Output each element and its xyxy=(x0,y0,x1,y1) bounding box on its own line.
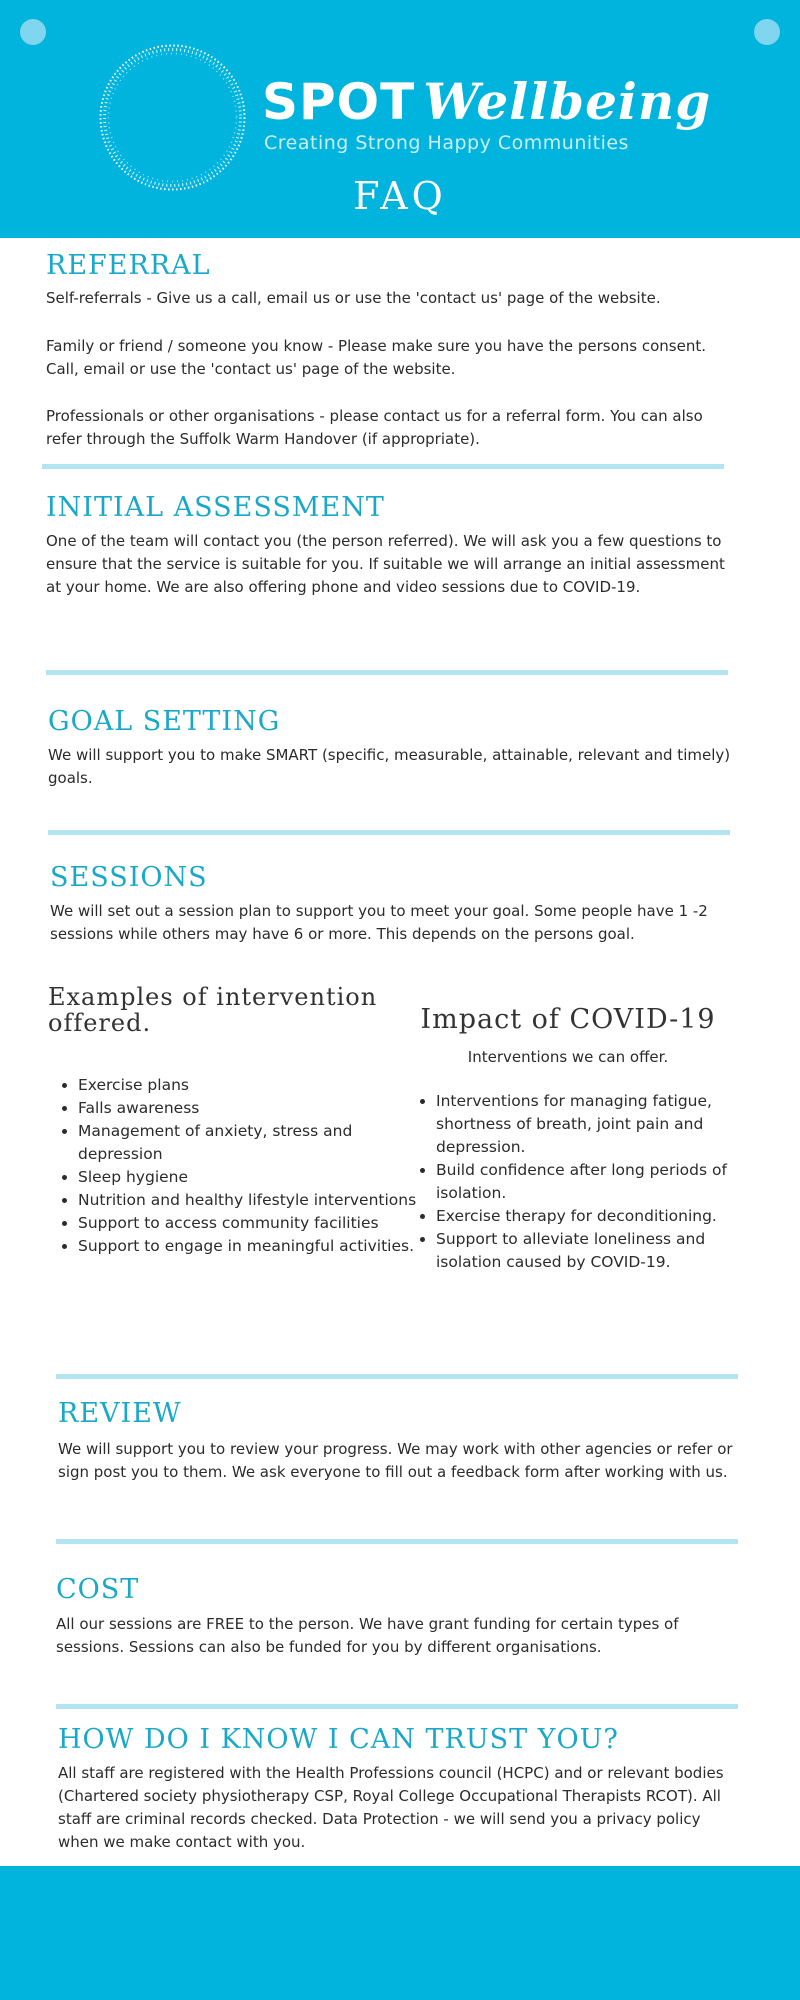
list-item: • Support to access community facilities xyxy=(78,1212,418,1235)
list-item: • Falls awareness xyxy=(78,1097,418,1120)
trust-heading: HOW DO I KNOW I CAN TRUST YOU? xyxy=(58,1724,619,1755)
list-item: • Support to engage in meaningful activities. xyxy=(78,1235,418,1258)
list-item: • Sleep hygiene xyxy=(78,1166,418,1189)
decorative-dot-right xyxy=(754,19,780,45)
trust-text: All staff are registered with the Health Professions council (HCPC) and or relevant bodies (Chartered society physiotherapy CSP, Royal College Occupational Therapists RCOT). All staff are criminal records checked. Data Protection - we will send you a privacy policy when we make contact with you. xyxy=(58,1764,724,1851)
referral-self: Self-referrals - Give us a call, email us or use the 'contact us' page of the website. xyxy=(46,289,661,307)
divider xyxy=(46,670,728,675)
divider xyxy=(56,1704,738,1709)
list-item: • Exercise therapy for deconditioning. xyxy=(436,1205,766,1228)
covid-list xyxy=(406,1090,766,1274)
review-heading: REVIEW xyxy=(58,1398,182,1429)
referral-professionals: Professionals or other organisations - please contact us for a referral form. You can also refer through the Suffolk Warm Handover (if appropriate). xyxy=(46,407,703,448)
cost-heading: COST xyxy=(56,1574,140,1605)
divider xyxy=(56,1374,738,1379)
review-text: We will support you to review your progress. We may work with other agencies or refer or sign post you to them. We ask everyone to fill out a feedback form after working with us. xyxy=(58,1440,733,1481)
list-item: • Build confidence after long periods of isolation. xyxy=(436,1159,766,1205)
goal-heading: GOAL SETTING xyxy=(48,706,281,737)
list-item: • Interventions for managing fatigue, shortness of breath, joint pain and depression. xyxy=(436,1090,766,1159)
list-item: • Support to alleviate loneliness and isolation caused by COVID-19. xyxy=(436,1228,766,1274)
circle-logo-icon xyxy=(95,40,250,195)
brand-script: Wellbeing xyxy=(423,72,712,131)
referral-family: Family or friend / someone you know - Please make sure you have the persons consent. Call, email or use the 'contact us' page of the website. xyxy=(46,337,707,378)
footer-band xyxy=(0,1866,800,2000)
brand-tagline: Creating Strong Happy Communities xyxy=(264,132,629,154)
examples-heading: Examples of intervention offered. xyxy=(48,983,378,1037)
brand-main: SPOT xyxy=(262,73,416,131)
header-banner xyxy=(0,0,800,238)
faq-title: FAQ xyxy=(353,174,447,218)
decorative-dot-left xyxy=(20,19,46,45)
assessment-heading: INITIAL ASSESSMENT xyxy=(46,492,385,523)
list-item: • Exercise plans xyxy=(78,1074,418,1097)
sessions-text: We will set out a session plan to support you to meet your goal. Some people have 1 -2 sessions while others may have 6 or more. This depends on the persons goal. xyxy=(50,902,708,943)
covid-heading: Impact of COVID-19 xyxy=(420,1004,716,1035)
divider xyxy=(56,1539,738,1544)
divider xyxy=(42,464,724,469)
goal-text: We will support you to make SMART (specific, measurable, attainable, relevant and timely) goals. xyxy=(48,746,731,787)
covid-caption: Interventions we can offer. xyxy=(467,1048,669,1066)
cost-text: All our sessions are FREE to the person. We have grant funding for certain types of sessions. Sessions can also be funded for you by different organisations. xyxy=(56,1615,679,1656)
referral-heading: REFERRAL xyxy=(46,250,211,281)
assessment-text: One of the team will contact you (the person referred). We will ask you a few questions to ensure that the service is suitable for you. If suitable we will arrange an initial assessment at your home. We are also offering phone and video sessions due to COVID-19. xyxy=(46,532,725,596)
divider xyxy=(48,830,730,835)
sessions-heading: SESSIONS xyxy=(50,862,208,893)
list-item: • Nutrition and healthy lifestyle interventions xyxy=(78,1189,418,1212)
brand-name xyxy=(262,72,711,131)
list-item: • Management of anxiety, stress and depression xyxy=(78,1120,418,1166)
examples-list xyxy=(48,1074,418,1258)
